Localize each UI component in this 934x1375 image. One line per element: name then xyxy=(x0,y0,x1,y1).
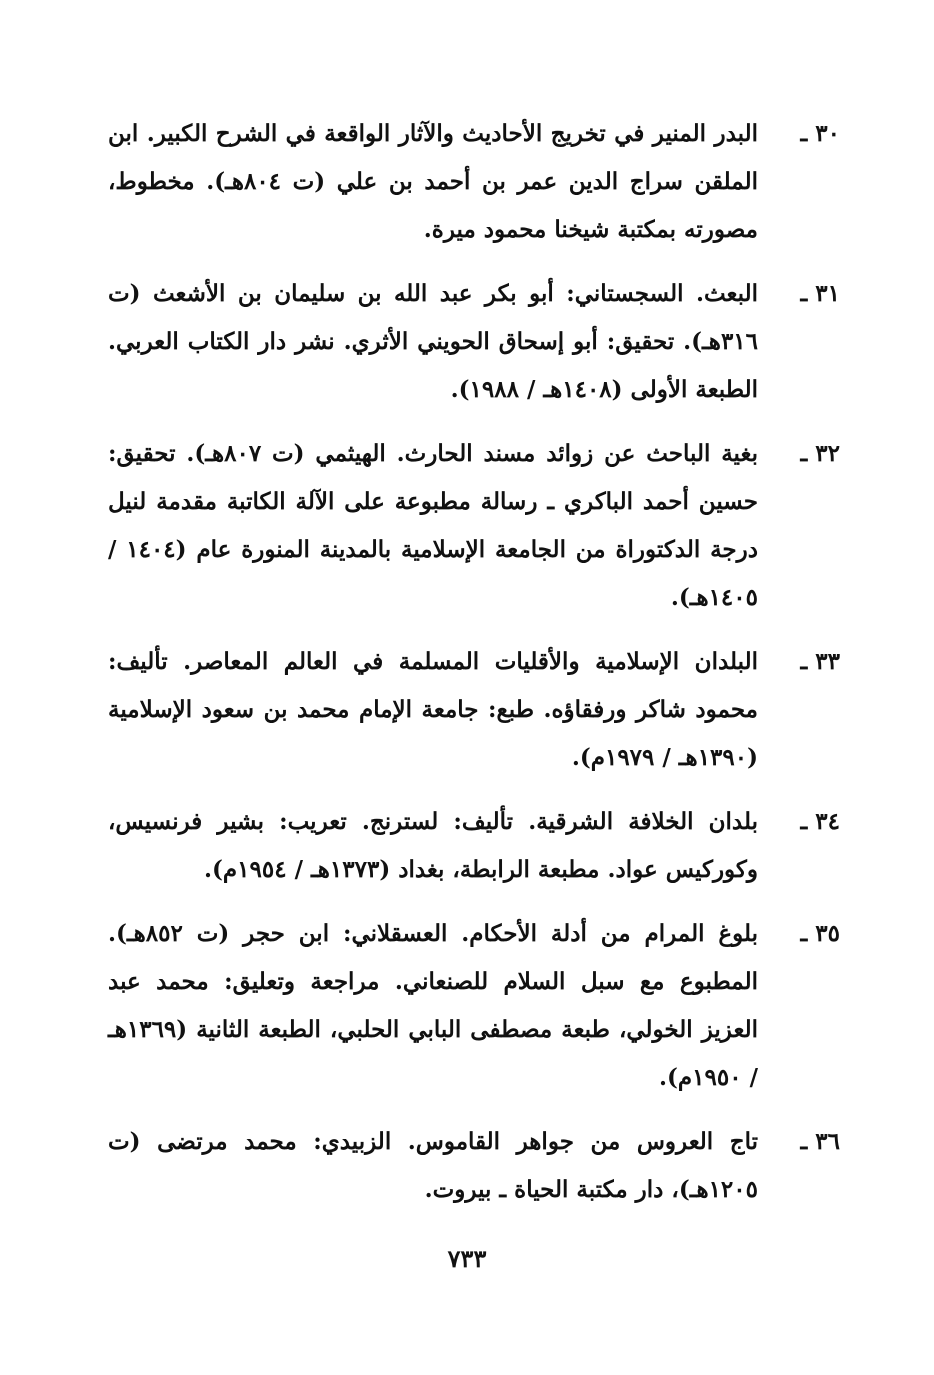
entry-number: ٣٤ ـ xyxy=(800,808,840,835)
entry-text: بلدان الخلافة الشرقية. تأليف: لسترنج. تعريب: بشير فرنسيس، وكوركيس عواد. مطبعة الرابطة، بغداد (١٣٧٣هـ / ١٩٥٤م). xyxy=(108,808,758,883)
entry-number: ٣٠ ـ xyxy=(800,120,840,147)
bibliography-entry xyxy=(108,1118,840,1214)
page-number: ٧٣٣ xyxy=(447,1244,487,1273)
entry-text: بلوغ المرام من أدلة الأحكام. العسقلاني: ابن حجر (ت ٨٥٢هـ). المطبوع مع سبل السلام للصنعاني. مراجعة وتعليق: محمد عبد العزيز الخولي، طبعة مصطفى البابي الحلبي، الطبعة الثانية (١٣٦٩هـ / ١٩٥٠م). xyxy=(108,920,758,1091)
bibliography-list xyxy=(108,110,840,1214)
entry-text: البدر المنير في تخريج الأحاديث والآثار الواقعة في الشرح الكبير. ابن الملقن سراج الدين عمر بن أحمد بن علي (ت ٨٠٤هـ). مخطوط، مصورته بمكتبة شيخنا محمود ميرة. xyxy=(108,120,758,243)
entry-text: البعث. السجستاني: أبو بكر عبد الله بن سليمان بن الأشعث (ت ٣١٦هـ). تحقيق: أبو إسحاق الحويني الأثري. نشر دار الكتاب العربي. الطبعة الأولى (١٤٠٨هـ / ١٩٨٨). xyxy=(108,280,758,403)
bibliography-entry xyxy=(108,270,840,414)
entry-number: ٣٥ ـ xyxy=(800,920,840,947)
entry-number: ٣٢ ـ xyxy=(800,440,840,467)
bibliography-entry xyxy=(108,110,840,254)
bibliography-entry xyxy=(108,430,840,622)
bibliography-entry xyxy=(108,798,840,894)
entry-number: ٣٦ ـ xyxy=(800,1128,840,1155)
entry-text: تاج العروس من جواهر القاموس. الزبيدي: محمد مرتضى (ت ١٢٠٥هـ)، دار مكتبة الحياة ـ بيروت. xyxy=(108,1128,758,1203)
bibliography-entry xyxy=(108,910,840,1102)
entry-text: بغية الباحث عن زوائد مسند الحارث. الهيثمي (ت ٨٠٧هـ). تحقيق: حسين أحمد الباكري ـ رسالة مطبوعة على الآلة الكاتبة مقدمة لنيل درجة الدكتوراة من الجامعة الإسلامية بالمدينة المنورة عام (١٤٠٤ / ١٤٠٥هـ). xyxy=(108,440,758,611)
entry-number: ٣٣ ـ xyxy=(800,648,840,675)
entry-text: البلدان الإسلامية والأقليات المسلمة في العالم المعاصر. تأليف: محمود شاكر ورفقاؤه. طبع: جامعة الإمام محمد بن سعود الإسلامية (١٣٩٠هـ / ١٩٧٩م). xyxy=(108,648,758,771)
entry-number: ٣١ ـ xyxy=(800,280,840,307)
bibliography-entry xyxy=(108,638,840,782)
